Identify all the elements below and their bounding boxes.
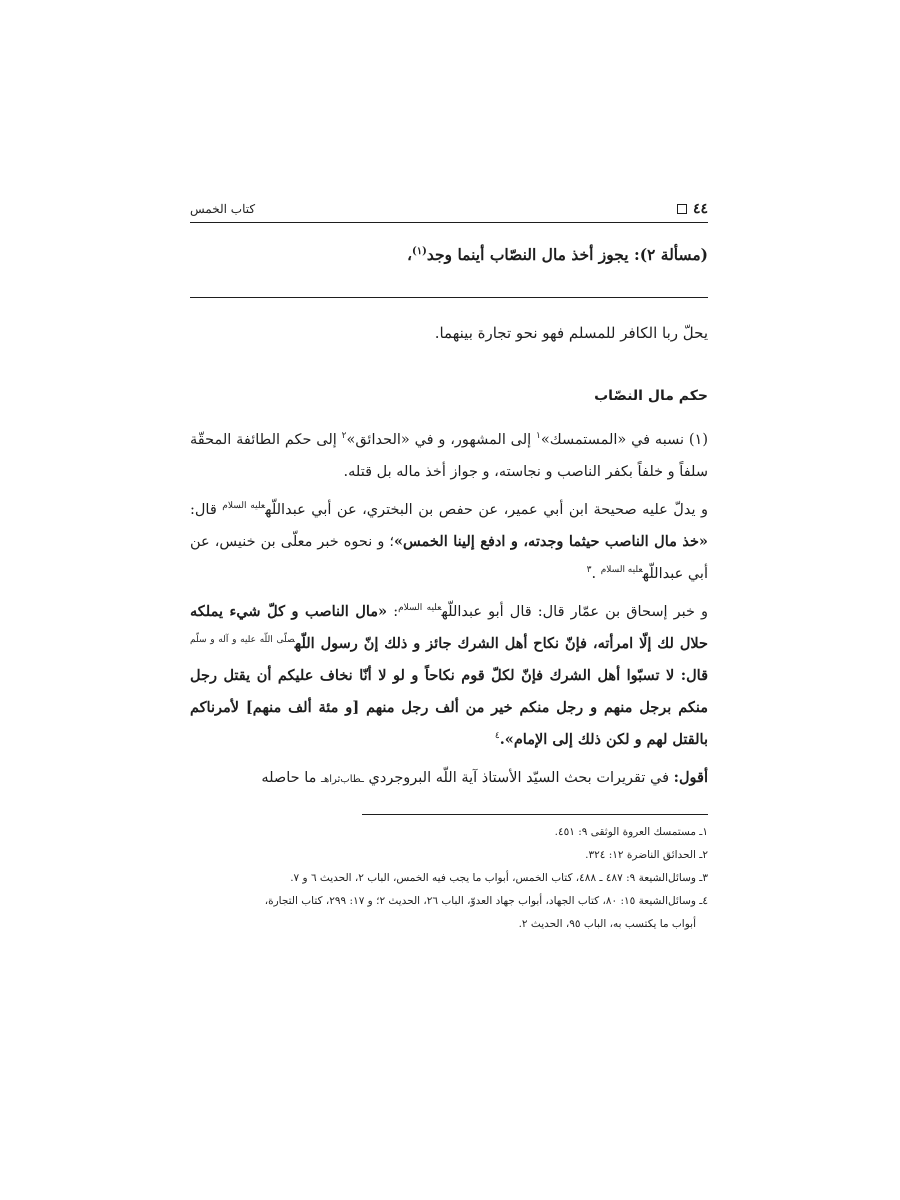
footnote-3 xyxy=(190,867,708,890)
running-header xyxy=(190,198,708,223)
issue-note-ref: (١) xyxy=(412,245,427,257)
footnotes xyxy=(190,821,708,936)
p4-lead: أقول: xyxy=(673,769,708,786)
issue-divider xyxy=(190,297,708,298)
page-number xyxy=(677,199,708,219)
p2-text-d: . xyxy=(591,566,601,582)
p2-text-a: و يدلّ عليه صحيحة ابن أبي عمير، عن حفص بن البختري، عن أبي عبداللّه xyxy=(265,502,709,518)
p1-text-c: إلى حكم الطائفة المحقّة سلفاً و خلفاً بكفر الناصب و نجاسته، و جواز أخذ ماله بل قتله. xyxy=(190,432,708,480)
footnote-4-continuation: أبواب ما يكتسب به، الباب ٩٥، الحديث ٢. xyxy=(518,918,696,930)
p2-quote: «خذ مال الناصب حيثما وجدته، و ادفع إلينا الخمس» xyxy=(393,533,708,550)
p4-text-c: ما حاصله xyxy=(261,770,322,786)
p1-ref-2: ٢ xyxy=(341,431,347,442)
footnote-2-text: ٢ـ الحدائق الناضرة ١٢: ٣٢٤. xyxy=(585,849,708,861)
footnote-1 xyxy=(190,821,708,844)
p3-honorific-2: صلّى اللّه عليه و آله و سلّم xyxy=(190,635,295,646)
square-icon xyxy=(677,204,687,214)
p4-text-b: في تقريرات بحث السيّد الأستاذ آية اللّه البروجردي xyxy=(363,770,674,786)
document-page xyxy=(190,198,708,936)
paragraph-4 xyxy=(190,762,708,794)
issue-text: (مسألة ٢): يجوز أخذ مال النصّاب أينما وجد xyxy=(426,245,708,264)
p2-text-c: ؛ و نحوه خبر معلّى بن خنيس، عن أبي عبداللّه xyxy=(190,534,708,582)
p2-honorific-1: عليه السلام xyxy=(222,501,266,512)
footnote-2 xyxy=(190,844,708,867)
issue-statement xyxy=(190,241,708,273)
footnote-divider xyxy=(362,814,708,815)
p3-quote-1: «مال الناصب و كلّ شيء يملكه حلال لك إلّا امرأته، فإنّ نكاح أهل الشرك جائز و ذلك إنّ رسول اللّه xyxy=(190,603,708,652)
p3-honorific-1: عليه السلام xyxy=(398,603,442,614)
p2-honorific-2: عليه السلام xyxy=(600,565,643,576)
p4-honorific: ـطاب‌ثراهـ xyxy=(321,774,364,785)
footnote-4-text: ٤ـ وسائل‌الشيعة ١٥: ٨٠، كتاب الجهاد، أبواب جهاد العدوّ، الباب ٢٦، الحديث ٢؛ و ١٧: ٢٩٩، كتاب التجارة، xyxy=(264,895,708,907)
p1-text-a: (١) نسبه في «المستمسك» xyxy=(540,432,708,448)
footnote-1-text: ١ـ مستمسك العروة الوثقى ٩: ٤٥١. xyxy=(554,826,708,838)
p3-text-a: و خبر إسحاق بن عمّار قال: قال أبو عبداللّه xyxy=(441,604,708,620)
footnote-4 xyxy=(190,890,708,936)
p1-ref-1: ١ xyxy=(536,431,541,442)
p3-text-b: : xyxy=(387,604,399,620)
p2-text-b: قال: xyxy=(190,502,223,518)
intro-text: يحلّ ربا الكافر للمسلم فهو نحو تجارة بينهما. xyxy=(434,324,708,342)
issue-tail: ، xyxy=(406,245,412,264)
section-heading: حكم مال النصّاب xyxy=(594,388,708,404)
page-number-text: ٤٤ xyxy=(692,201,708,217)
p3-quote-2: قال: لا تسبّوا أهل الشرك فإنّ لكلّ قوم نكاحاً و لو لا أنّا نخاف عليكم أن يقتل رجل منكم برجل منهم و رجل منكم خير من ألف رجل منهم [و مئة ألف منهم] لأمرناكم بالقتل لهم و لكن ذلك إلى الإمام». xyxy=(190,667,708,748)
paragraph-2 xyxy=(190,494,708,590)
p3-ref: ٤ xyxy=(494,731,500,742)
paragraph-3 xyxy=(190,596,708,756)
paragraph-1 xyxy=(190,424,708,488)
p1-text-b: إلى المشهور، و في «الحدائق» xyxy=(346,432,537,448)
footnote-3-text: ٣ـ وسائل‌الشيعة ٩: ٤٨٧ ـ ٤٨٨، كتاب الخمس، أبواب ما يجب فيه الخمس، الباب ٢، الحديث ٦ و ٧. xyxy=(290,872,708,884)
book-title: كتاب الخمس xyxy=(190,202,256,216)
p2-ref: ٣ xyxy=(586,565,592,576)
